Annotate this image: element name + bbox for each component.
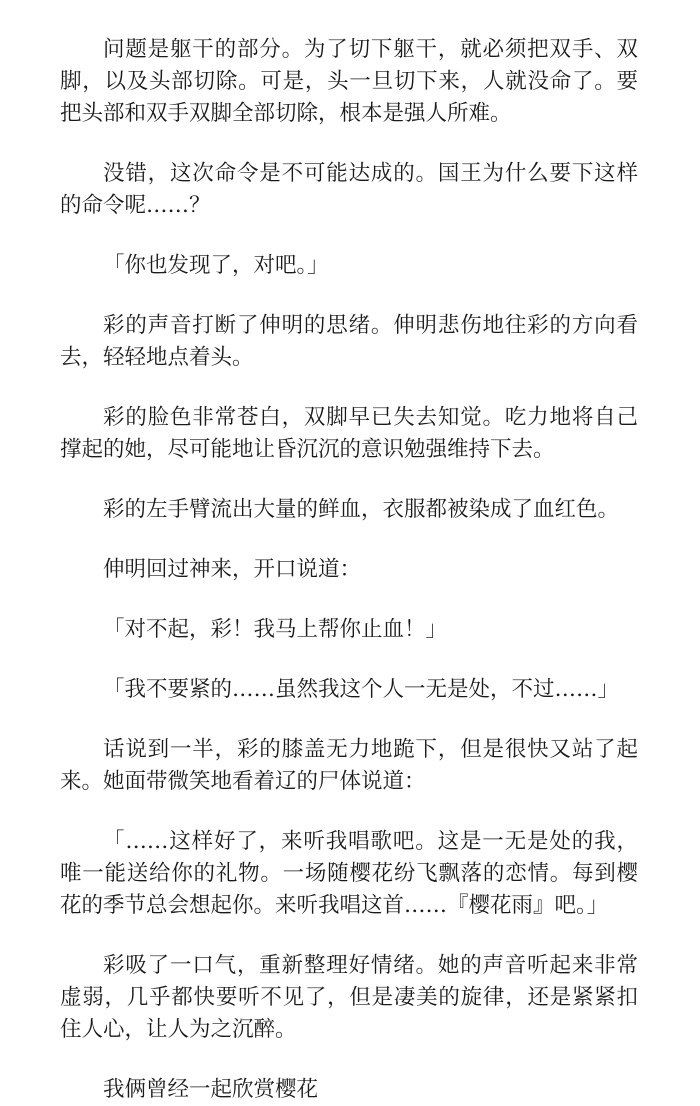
page-body: [60, 34, 638, 1106]
paragraph-13: 我俩曾经一起欣赏樱花: [103, 1077, 319, 1102]
paragraph-2: 没错，这次命令是不可能达成的。国王为什么要下这样的命令呢……？: [60, 161, 638, 218]
paragraph-1: 问题是躯干的部分。为了切下躯干，就必须把双手、双脚，以及头部切除。可是，头一旦切下来，人就没命了。要把头部和双手双脚全部切除，根本是强人所难。: [60, 37, 638, 126]
paragraph-9: 「我不要紧的……虽然我这个人一无是处，不过……」: [103, 677, 620, 702]
paragraph-10: 话说到一半，彩的膝盖无力地跪下，但是很快又站了起来。她面带微笑地看着辽的尸体说道：: [60, 737, 638, 794]
paragraph-5: 彩的脸色非常苍白，双脚早已失去知觉。吃力地将自己撑起的她，尽可能地让昏沉沉的意识勉强维持下去。: [60, 405, 638, 462]
paragraph-8: 「对不起，彩！我马上帮你止血！」: [103, 617, 448, 642]
paragraph-4: 彩的声音打断了伸明的思绪。伸明悲伤地往彩的方向看去，轻轻地点着头。: [60, 313, 638, 370]
paragraph-3: 「你也发现了，对吧。」: [103, 253, 329, 278]
paragraph-12: 彩吸了一口气，重新整理好情绪。她的声音听起来非常虚弱，几乎都快要听不见了，但是凄美的旋律，还是紧紧扣住人心，让人为之沉醉。: [60, 953, 638, 1042]
paragraph-11: 「……这样好了，来听我唱歌吧。这是一无是处的我，唯一能送给你的礼物。一场随樱花纷飞飘落的恋情。每到樱花的季节总会想起你。来听我唱这首……『樱花雨』吧。」: [60, 829, 638, 918]
paragraph-7: 伸明回过神来，开口说道：: [103, 557, 362, 582]
paragraph-6: 彩的左手臂流出大量的鲜血，衣服都被染成了血红色。: [103, 497, 620, 522]
